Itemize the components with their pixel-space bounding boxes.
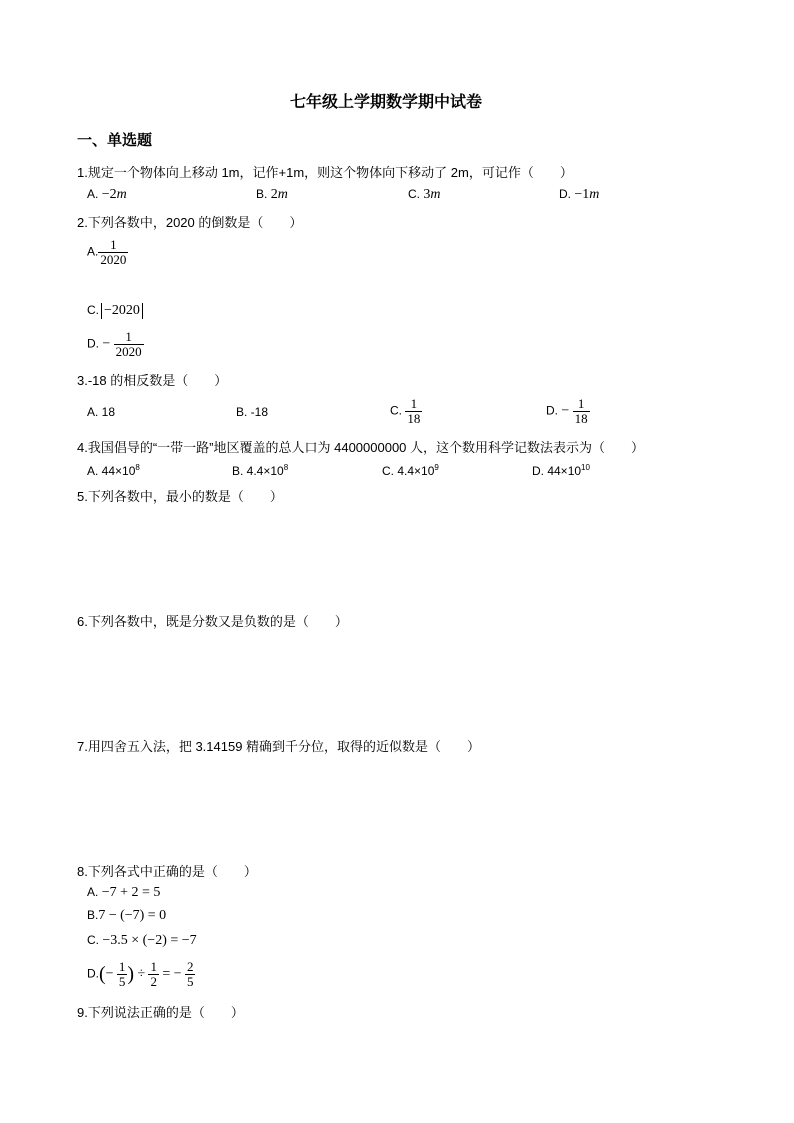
question-8: 8.下列各式中正确的是（ ）	[77, 864, 257, 879]
fraction: $\frac{1}{5}$	[118, 959, 126, 989]
q3-option-a[interactable]: A. 18	[87, 405, 116, 419]
q1-option-d[interactable]	[559, 187, 599, 203]
option-label: C.	[408, 187, 420, 201]
question-5: 5.下列各数中，最小的数是（ ）	[77, 489, 283, 504]
option-text: D. 44×10	[532, 464, 582, 478]
page-title: 七年级上学期数学期中试卷	[290, 94, 483, 111]
option-text: B. 4.4×10	[232, 464, 284, 478]
option-value: 3	[423, 187, 431, 202]
option-expression: −3.5 × (−2) = −7	[102, 933, 197, 948]
q2-option-a[interactable]	[87, 238, 128, 267]
option-value: −2	[101, 187, 117, 202]
divide-sign: ÷	[137, 966, 146, 982]
option-unit: m	[430, 187, 441, 202]
minus-sign: −	[102, 336, 111, 352]
q2-option-d[interactable]	[87, 330, 144, 359]
fraction: $\frac{1}{2020}$	[115, 329, 142, 359]
exponent: 9	[434, 463, 439, 472]
question-1: 1.规定一个物体向上移动 1m，记作+1m，则这个物体向下移动了 2m，可记作（ ）	[77, 165, 573, 180]
section-heading: 一、单选题	[77, 132, 153, 149]
exponent: 8	[135, 463, 140, 472]
expression-part: 7 −	[98, 908, 117, 923]
equals-minus: = −	[162, 966, 182, 982]
option-label: D.	[559, 187, 571, 201]
q8-option-c[interactable]	[87, 933, 197, 949]
fraction: $\frac{1}{18}$	[407, 396, 421, 426]
expression-part: −7	[124, 908, 140, 923]
expression-part: = 0	[147, 908, 167, 923]
q4-option-d[interactable]	[532, 463, 590, 478]
q1-option-c[interactable]	[408, 187, 440, 203]
option-value: 2	[270, 187, 278, 202]
q2-option-c[interactable]	[87, 303, 145, 319]
minus-sign: −	[561, 403, 570, 419]
option-label: A.	[87, 187, 99, 201]
right-paren: )	[139, 908, 145, 923]
q4-option-c[interactable]	[382, 463, 439, 478]
option-label: C.	[87, 933, 99, 947]
fraction: $\frac{1}{2020}$	[100, 237, 127, 267]
left-paren: (	[120, 908, 125, 923]
q1-option-b[interactable]	[256, 187, 288, 203]
option-label: C.	[87, 303, 99, 318]
left-paren: (	[99, 963, 106, 985]
question-2: 2.下列各数中，2020 的倒数是（ ）	[77, 215, 303, 230]
question-6: 6.下列各数中，既是分数又是负数的是（ ）	[77, 614, 348, 629]
option-label: D.	[87, 336, 99, 351]
fraction: $\frac{2}{5}$	[186, 959, 194, 989]
option-label: D.	[546, 403, 558, 418]
option-value: −2020	[104, 303, 140, 319]
q3-option-d[interactable]	[546, 397, 590, 426]
option-label: B.	[87, 908, 99, 922]
option-label: D.	[87, 966, 99, 981]
option-label: B.	[256, 187, 268, 201]
q4-option-b[interactable]	[232, 463, 288, 478]
question-3: 3.-18 的相反数是（ ）	[77, 373, 228, 388]
option-label: A.	[87, 885, 99, 899]
option-unit: m	[589, 187, 600, 202]
q8-option-a[interactable]	[87, 885, 160, 901]
option-text: A. 44×10	[87, 464, 136, 478]
question-7: 7.用四舍五入法，把 3.14159 精确到千分位，取得的近似数是（ ）	[77, 739, 481, 754]
option-label: C.	[390, 403, 402, 418]
option-value: −1	[574, 187, 590, 202]
minus-sign: −	[105, 966, 114, 982]
q8-option-b[interactable]	[87, 908, 166, 924]
question-9: 9.下列说法正确的是（ ）	[77, 1005, 244, 1020]
question-4: 4.我国倡导的“一带一路”地区覆盖的总人口为 4400000000 人，这个数用科学记数法表示为（ ）	[77, 440, 645, 455]
option-unit: m	[277, 187, 288, 202]
option-expression: −7 + 2 = 5	[101, 885, 161, 900]
q3-option-c[interactable]	[390, 397, 422, 426]
q3-option-b[interactable]: B. -18	[236, 405, 269, 419]
q4-option-a[interactable]	[87, 463, 140, 478]
fraction: $\frac{1}{18}$	[574, 396, 588, 426]
option-text: C. 4.4×10	[382, 464, 435, 478]
option-unit: m	[116, 187, 127, 202]
q1-option-a[interactable]	[87, 187, 127, 203]
q8-option-d[interactable]	[87, 960, 195, 989]
right-paren: )	[127, 963, 135, 985]
fraction: $\frac{1}{2}$	[150, 959, 157, 989]
exponent: 8	[283, 463, 289, 472]
abs-bar-right	[142, 303, 143, 319]
abs-bar-left	[101, 303, 102, 319]
option-label: A.	[87, 244, 99, 259]
exponent: 10	[581, 463, 590, 472]
